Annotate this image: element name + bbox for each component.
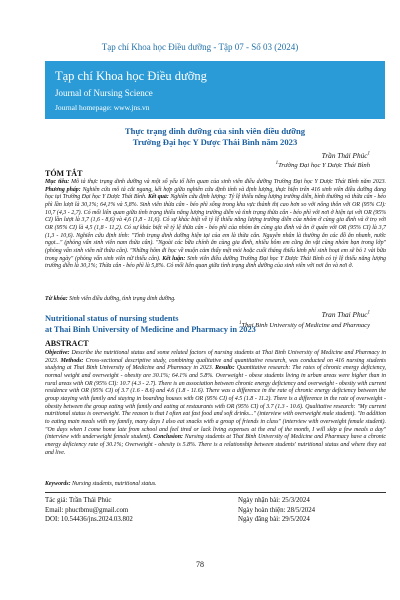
vi-author	[322, 151, 370, 160]
en-objective-label: Objective:	[45, 350, 70, 356]
en-title-line2: at Thai Binh University of Medicine and Pharmacy in 2023	[45, 325, 256, 334]
en-author-name: Tran Thai Phuc	[321, 310, 368, 319]
en-objective-text: Describe the nutritional status and some related factors of nursing students at Thai Binh University of Medicine and Pharmacy in 2023.	[45, 350, 386, 364]
vi-objective-label: Mục tiêu:	[45, 179, 70, 185]
en-keywords	[45, 481, 386, 487]
footer-author: Tác giả: Trần Thái Phúc	[45, 497, 112, 504]
vi-conclusion-label: Kết luận:	[160, 255, 186, 262]
en-results-label: Results:	[213, 365, 235, 372]
running-header: Tạp chí Khoa học Điều dưỡng - Tập 07 - Số 03 (2024)	[101, 42, 299, 52]
page-number: 78	[196, 560, 204, 569]
en-affiliation-name: Thai Binh University of Medicine and Pharmacy	[241, 322, 370, 330]
en-affiliation	[239, 321, 370, 329]
footer-right-column	[238, 496, 315, 525]
vi-results-label: Kết quả:	[146, 194, 169, 201]
journal-homepage: Journal homepage: www.jns.vn	[55, 103, 150, 112]
vi-keywords-label: Từ khóa:	[45, 296, 68, 302]
vi-method-label: Phương pháp:	[45, 186, 81, 193]
en-results-text: Quantitative research: The rates of chronic energy deficiency, normal weight and overweight - obesity are 30.1%; 64.1% and 5.8%. Overweight - obese students living in urban areas were higher than in rural areas with OR (95% CI): 10.7 (4.3 - 2.7). There is an association between chronic energy deficiency and overweight - obesity with current residence with OR (95% CI) of 3.7 (1.6 - 8.6) and 4.6 (1.8 - 11.6). There was a difference in the rate of chronic energy deficiency between the group staying with family and staying in boarding houses with OR (95% CI) of 4.5 (1.8 - 11.2). There is a difference in the rate of overweight - obesity between the group eating with family and eating at restaurants with OR (95% CI) of 3.7 (1.3 - 10.6). Qualitative research: "My current nutritional status is overweight. The reason is that I often eat fast food and soft drinks..." (interview with overweight male student). "In addition to eating main meals with my family, many days I also eat snacks with a group of friends in class" (interview with overweight female student). "On days when I come home late from school and feel tired or lack living expenses at the end of the month, I will skip a few meals a day" (interview with underweight female student).	[45, 365, 386, 441]
en-keywords-label: Keywords:	[45, 481, 71, 487]
vi-title-line2: Trường Đại học Y Dược Thái Bình năm 2023	[132, 137, 298, 147]
footer-left-column	[45, 496, 133, 525]
vi-method-text: Nghiên cứu mô tả cắt ngang, kết hợp giữa nghiên cứu định tính và định lượng, thực hiện trên 416 sinh viên điều dưỡng đang học tại Trường Đại học Y Dược Thái Bình.	[45, 186, 386, 201]
en-keywords-text: Nursing students, nutritional status.	[70, 481, 157, 487]
footer-revised: Ngày hoàn thiện: 28/5/2024	[238, 506, 316, 514]
vi-author-name: Trần Thái Phúc	[321, 151, 368, 160]
vi-keywords	[45, 296, 386, 302]
vi-author-sup: 1	[367, 151, 370, 157]
vi-conclusion-text: Sinh viên điều dưỡng Trường Đại học Y Dược Thái Bình có tỷ lệ thiếu năng lượng trường diễn là 30,1%; Thừa cân - béo phì là 5,8%. Có mối liên quan giữa tình trạng dinh dưỡng của sinh viên với nơi ăn và nơi ở.	[45, 255, 386, 270]
en-conclusion-text: Nursing students at Thai Binh University of Medicine and Pharmacy have a chronic energy deficiency rate of 30.1%; Overweight - obesity is 5.8%. There is a relationship between students' nutritional status and where they eat and live.	[45, 434, 386, 456]
vi-keywords-text: Sinh viên điều dưỡng, tình trạng dinh dưỡng.	[67, 296, 176, 302]
en-abstract-body	[45, 350, 386, 457]
en-methods-text: Cross-sectional descriptive study, combining qualitative and quantitative research, was conducted on 416 nursing students studying at Thai Binh University of Medicine and Pharmacy in 2023.	[45, 357, 386, 372]
vi-affiliation	[276, 161, 370, 169]
vi-article-title	[45, 126, 385, 148]
en-methods-label: Methods:	[58, 357, 84, 364]
journal-subtitle: Journal of Nursing Science	[55, 88, 153, 98]
en-author	[322, 310, 370, 319]
vi-title-line1: Thực trạng dinh dưỡng của sinh viên điều dưỡng	[124, 126, 306, 136]
vi-abstract-heading: TÓM TẮT	[45, 169, 83, 178]
journal-banner	[45, 61, 385, 119]
vi-results-text: Nghiên cứu định lượng: Tỷ lệ thiếu năng lượng trường diễn, bình thường và thừa cân - béo phì lần lượt là 30,1%; 64,1% và 5,8%. Sinh viên thừa cân - béo phì sống trong khu vực thành thị cao hơn so với nông thôn với OR (95% CI): 10,7 (4,3 - 2,7). Có mối liên quan giữa tình trạng thiếu năng lượng trường diễn và tình trạng thừa cân - béo phì với nơi ở hiện tại với OR (95% CI) lần lượt là 3,7 (1,6 - 8,6) và 4,6 (1,8 - 11,6). Có sự khác biệt về tỷ lệ thiếu năng lượng trường diễn của nhóm ở cùng gia đình và ở trọ với OR (95% CI) là 4,5 (1,8 - 11,2). Có sự khác biệt về tỷ lệ thừa cân - béo phì của nhóm ăn cùng gia đình và ăn ở quán với OR (95% CI) là 3,7 (1,3 - 10,6). Nghiên cứu định tính: "Tình trạng dinh dưỡng hiện tại của em là thừa cân. Nguyên nhân là thường ăn các đồ ăn nhanh, nước ngọt..." (phỏng vấn sinh viên nam thừa cân). "Ngoài các bữa chính ăn cùng gia đình, nhiều hôm em cũng ăn vặt cùng nhóm bạn trong lớp" (phỏng vấn sinh viên nữ thừa cân). "Những hôm đi học về muộn cảm thấy mệt mỏi hoặc cuối tháng thiếu kinh phí sinh hoạt em sẽ bỏ 1 vài bữa trong ngày" (phỏng vấn sinh viên nữ thiếu cân).	[45, 194, 386, 262]
en-title-line1: Nutritional status of nursing students	[45, 314, 179, 323]
en-author-sup: 1	[367, 310, 370, 316]
footer-doi: DOI: 10.54436/jns.2024.03.802	[45, 516, 133, 523]
footer-accepted: Ngày đăng bài: 29/5/2024	[238, 516, 310, 523]
journal-title: Tạp chí Khoa học Điều dưỡng	[55, 69, 207, 83]
en-conclusion-label: Conclusion:	[151, 434, 183, 441]
footer-email: Email: phuctbmu@gmail.com	[45, 506, 129, 514]
en-abstract-heading: ABSTRACT	[45, 339, 89, 348]
footer-received: Ngày nhận bài: 25/3/2024	[238, 497, 310, 504]
en-affiliation-sup: 1	[238, 321, 242, 326]
vi-affiliation-sup: 1	[275, 161, 279, 166]
vi-affiliation-name: Trường Đại học Y Dược Thái Bình	[278, 162, 370, 170]
vi-objective-text: Mô tả thực trạng dinh dưỡng và một số yếu tố liên quan của sinh viên điều dưỡng Trường Đại học Y Dược Thái Bình năm 2023.	[69, 179, 386, 185]
footer-divider	[45, 492, 386, 493]
vi-abstract-body	[45, 179, 386, 271]
